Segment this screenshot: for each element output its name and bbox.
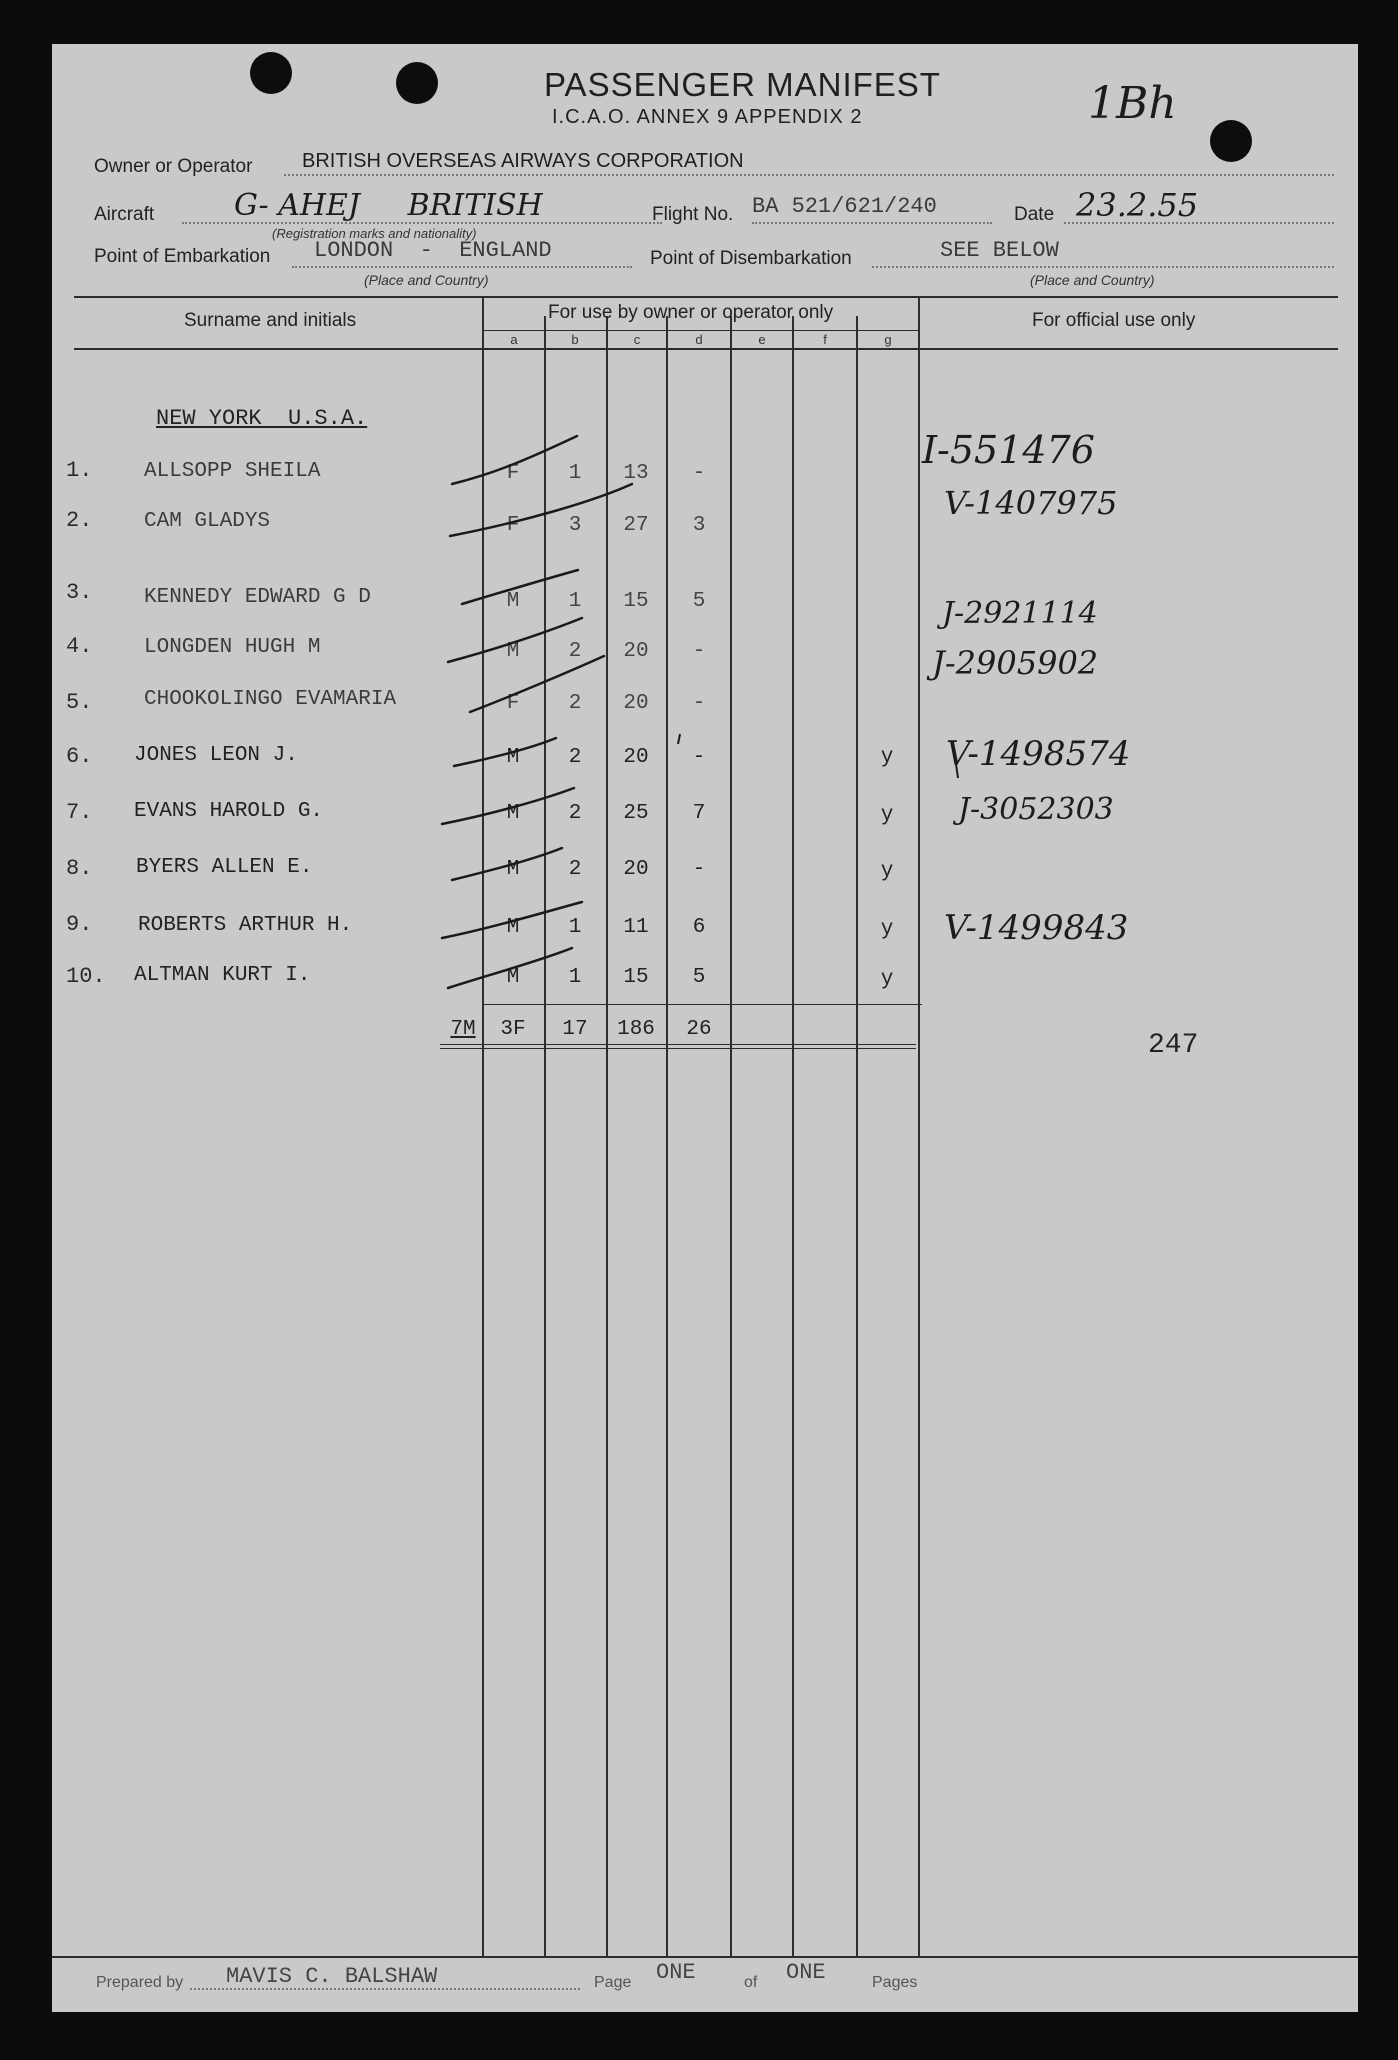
col-divider bbox=[792, 316, 794, 1956]
cell-g: y bbox=[880, 968, 894, 991]
col-divider bbox=[730, 316, 732, 1956]
cell-d: - bbox=[692, 692, 706, 715]
total-d: 26 bbox=[686, 1018, 712, 1041]
cell-a: F bbox=[506, 514, 520, 537]
embarkation-value: LONDON - ENGLAND bbox=[314, 238, 552, 263]
cell-c: 13 bbox=[623, 462, 649, 485]
cell-d: - bbox=[692, 640, 706, 663]
prepared-value: MAVIS C. BALSHAW bbox=[226, 1964, 438, 1989]
cell-d: 7 bbox=[692, 802, 706, 825]
row-number: 3. bbox=[66, 580, 93, 605]
official-number: J-3052303 bbox=[958, 792, 1114, 827]
passenger-name: CAM GLADYS bbox=[144, 510, 271, 533]
cell-g: y bbox=[880, 918, 894, 941]
passenger-name: KENNEDY EDWARD G D bbox=[144, 586, 371, 609]
col-divider bbox=[482, 296, 484, 1956]
table-header-rule bbox=[74, 348, 1338, 350]
of-value: ONE bbox=[786, 1960, 826, 1985]
passenger-name: EVANS HAROLD G. bbox=[134, 800, 324, 823]
official-number: V-1407975 bbox=[944, 484, 1118, 522]
official-number: J-2921114 bbox=[942, 596, 1098, 631]
cell-d: 6 bbox=[692, 916, 706, 939]
cell-d: - bbox=[692, 462, 706, 485]
aircraft-value: G- AHEJ BRITISH bbox=[234, 188, 543, 223]
official-total: 247 bbox=[1148, 1030, 1199, 1061]
cell-c: 11 bbox=[623, 916, 649, 939]
cell-d: 5 bbox=[692, 590, 706, 613]
embarkation-dotted-line bbox=[292, 266, 632, 268]
subcol-letter: d bbox=[695, 332, 703, 347]
cell-c: 20 bbox=[623, 692, 649, 715]
flight-value: BA 521/621/240 bbox=[752, 194, 937, 219]
cell-a: M bbox=[506, 640, 520, 663]
row-number: 4. bbox=[66, 634, 93, 659]
corner-handwritten-mark: 1Bh bbox=[1088, 78, 1177, 129]
subcol-letter: g bbox=[884, 332, 892, 347]
cell-b: 2 bbox=[568, 858, 582, 881]
table-top-rule bbox=[74, 296, 1338, 298]
cell-d: - bbox=[692, 746, 706, 769]
cell-g: y bbox=[880, 860, 894, 883]
passenger-name: CHOOKOLINGO EVAMARIA bbox=[144, 688, 397, 711]
passenger-name: JONES LEON J. bbox=[134, 744, 298, 767]
totals-double-rule bbox=[440, 1044, 916, 1045]
cell-g: y bbox=[880, 746, 894, 769]
cell-a: M bbox=[506, 916, 520, 939]
cell-b: 1 bbox=[568, 916, 582, 939]
totals-double-rule bbox=[440, 1048, 916, 1049]
page-title: PASSENGER MANIFEST bbox=[544, 66, 941, 103]
page-value: ONE bbox=[656, 1960, 696, 1985]
cell-b: 1 bbox=[568, 966, 582, 989]
passenger-name: LONGDEN HUGH M bbox=[144, 636, 321, 659]
cell-a: F bbox=[506, 692, 520, 715]
cell-b: 2 bbox=[568, 802, 582, 825]
row-number: 7. bbox=[66, 800, 93, 825]
passenger-name: BYERS ALLEN E. bbox=[136, 856, 313, 879]
owner-label: Owner or Operator bbox=[94, 156, 253, 177]
punch-hole bbox=[1210, 120, 1252, 162]
destination-heading: NEW YORK U.S.A. bbox=[156, 406, 368, 431]
cell-c: 20 bbox=[623, 746, 649, 769]
col-divider bbox=[606, 316, 608, 1956]
date-value: 23.2.55 bbox=[1076, 186, 1199, 224]
manifest-sheet bbox=[52, 44, 1358, 2012]
pages-label: Pages bbox=[872, 1974, 918, 1991]
passenger-name: ROBERTS ARTHUR H. bbox=[138, 914, 353, 937]
col-divider bbox=[666, 316, 668, 1956]
of-label: of bbox=[744, 1974, 758, 1991]
ink-mark bbox=[678, 734, 680, 744]
passenger-name: ALLSOPP SHEILA bbox=[144, 460, 321, 483]
prepared-dotted-line bbox=[190, 1988, 580, 1990]
date-dotted-line bbox=[1064, 222, 1334, 224]
punch-hole bbox=[396, 62, 438, 104]
cell-d: 5 bbox=[692, 966, 706, 989]
cell-c: 15 bbox=[623, 966, 649, 989]
col-divider bbox=[856, 316, 858, 1956]
disembarkation-label: Point of Disembarkation bbox=[650, 248, 852, 269]
row-number: 10. bbox=[66, 964, 106, 989]
cell-b: 1 bbox=[568, 590, 582, 613]
col-header-surname: Surname and initials bbox=[184, 310, 357, 331]
cell-c: 25 bbox=[623, 802, 649, 825]
cell-c: 27 bbox=[623, 514, 649, 537]
cell-b: 2 bbox=[568, 746, 582, 769]
cell-c: 15 bbox=[623, 590, 649, 613]
punch-hole bbox=[250, 52, 292, 94]
col-divider bbox=[544, 316, 546, 1956]
official-number: I-551476 bbox=[922, 428, 1095, 472]
date-label: Date bbox=[1014, 204, 1055, 225]
total-b: 17 bbox=[562, 1018, 588, 1041]
disembarkation-note: (Place and Country) bbox=[1030, 272, 1155, 288]
col-header-owner: For use by owner or operator only bbox=[548, 302, 834, 323]
cell-d: 3 bbox=[692, 514, 706, 537]
owner-value: BRITISH OVERSEAS AIRWAYS CORPORATION bbox=[302, 150, 744, 172]
subcol-letter: c bbox=[633, 332, 641, 347]
cell-a: M bbox=[506, 966, 520, 989]
official-number: V-1499843 bbox=[944, 908, 1129, 948]
aircraft-label: Aircraft bbox=[94, 204, 155, 225]
flight-dotted-line bbox=[752, 222, 992, 224]
row-number: 2. bbox=[66, 508, 93, 533]
row-number: 9. bbox=[66, 912, 93, 937]
aircraft-note: (Registration marks and nationality) bbox=[272, 226, 477, 241]
passenger-name: ALTMAN KURT I. bbox=[134, 964, 311, 987]
totals-top-rule bbox=[482, 1004, 922, 1005]
official-number: J-2905902 bbox=[932, 644, 1099, 682]
row-number: 5. bbox=[66, 690, 93, 715]
cell-d: - bbox=[692, 858, 706, 881]
embarkation-note: (Place and Country) bbox=[364, 272, 489, 288]
row-number: 1. bbox=[66, 458, 93, 483]
subcol-letter: b bbox=[571, 332, 579, 347]
cell-b: 2 bbox=[568, 640, 582, 663]
total-m: 7M bbox=[450, 1018, 476, 1041]
cell-b: 3 bbox=[568, 514, 582, 537]
row-number: 8. bbox=[66, 856, 93, 881]
cell-c: 20 bbox=[623, 640, 649, 663]
cell-a: M bbox=[506, 746, 520, 769]
disembarkation-value: SEE BELOW bbox=[940, 238, 1059, 263]
total-c: 186 bbox=[617, 1018, 655, 1041]
table-bottom-rule bbox=[52, 1956, 1358, 1958]
subcol-letter: f bbox=[823, 332, 827, 347]
disembarkation-dotted-line bbox=[872, 266, 1334, 268]
subcol-letter: e bbox=[758, 332, 766, 347]
cell-g: y bbox=[880, 804, 894, 827]
page-label: Page bbox=[594, 1974, 632, 1991]
col-header-official: For official use only bbox=[1032, 310, 1196, 331]
subcol-rule bbox=[482, 330, 918, 331]
row-number: 6. bbox=[66, 744, 93, 769]
owner-dotted-line bbox=[284, 174, 1334, 176]
cell-a: M bbox=[506, 802, 520, 825]
cell-a: M bbox=[506, 590, 520, 613]
cell-a: M bbox=[506, 858, 520, 881]
flight-label: Flight No. bbox=[652, 204, 734, 225]
official-number: V-1498574 bbox=[946, 734, 1131, 774]
cell-a: F bbox=[506, 462, 520, 485]
cell-c: 20 bbox=[623, 858, 649, 881]
subcol-letter: a bbox=[510, 332, 518, 347]
aircraft-dotted-line bbox=[182, 222, 662, 224]
strike-mark bbox=[450, 484, 632, 536]
embarkation-label: Point of Embarkation bbox=[94, 246, 271, 267]
cell-b: 1 bbox=[568, 462, 582, 485]
prepared-label: Prepared by bbox=[96, 1974, 184, 1991]
cell-b: 2 bbox=[568, 692, 582, 715]
col-divider bbox=[918, 296, 920, 1956]
total-a: 3F bbox=[500, 1018, 526, 1041]
page-subtitle: I.C.A.O. ANNEX 9 APPENDIX 2 bbox=[552, 106, 863, 128]
